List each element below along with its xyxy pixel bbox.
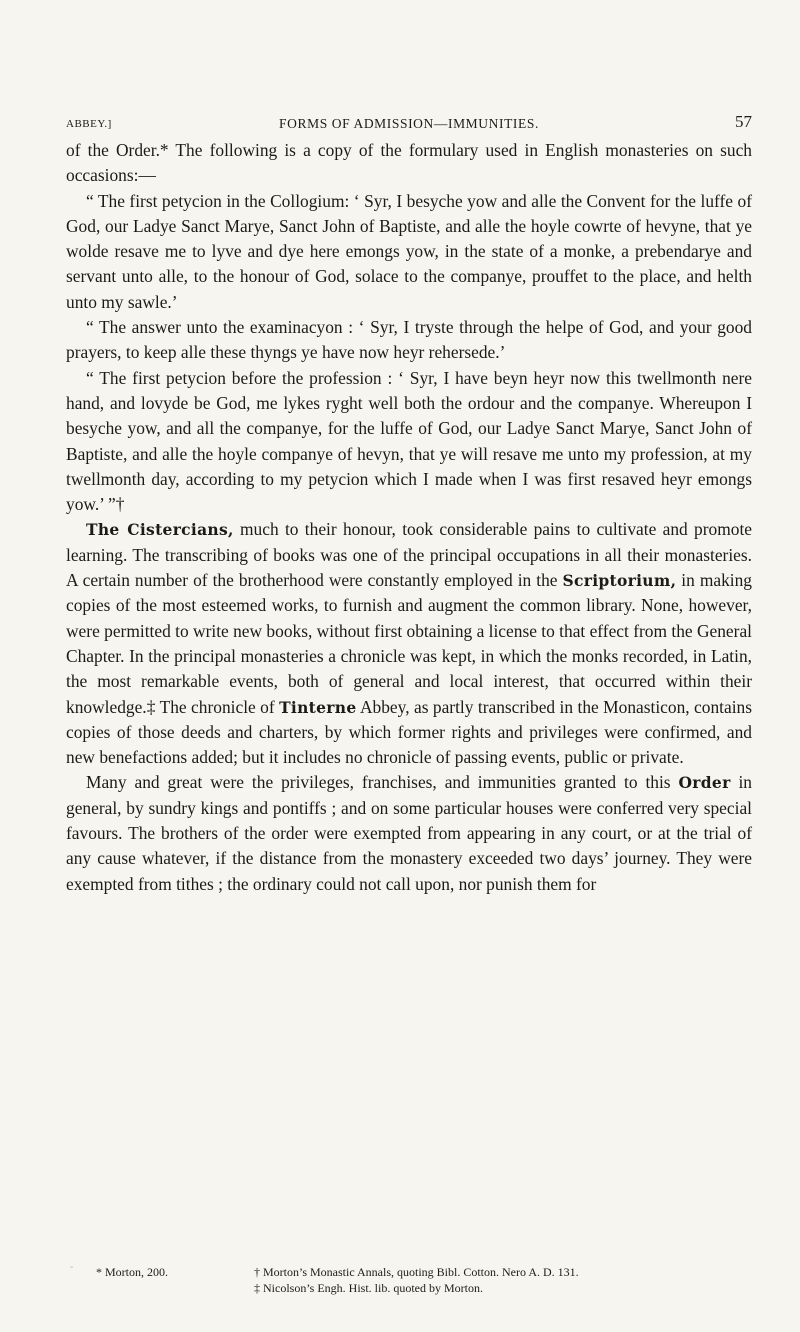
footnote-row-1: [96, 1264, 776, 1280]
cistercians-text-2: in making copies of the most esteemed works, to furnish and augment the common library. None, however, were permitted to write new books, without first obtaining a license to that effect from the General Chapter. In the principal monasteries a chronicle was kept, in which the monks recorded, in Latin, the most remarkable events, both of general and local interest, that occurred within their knowledge.‡ The chronicle of: [66, 570, 752, 717]
footnote-double-dagger: ‡ Nicolson’s Engh. Hist. lib. quoted by Morton.: [254, 1281, 483, 1295]
blackletter-tinterne: Tinterne: [279, 697, 357, 717]
section-label: ABBEY.]: [66, 118, 112, 130]
paragraph-order-intro: of the Order.* The following is a copy of the formulary used in English monasteries on such occasions:—: [66, 140, 752, 186]
page-title: FORMS OF ADMISSION—IMMUNITIES.: [279, 116, 539, 131]
page-number: 57: [735, 112, 752, 131]
privileges-text-2: in general, by sundry kings and pontiffs ; and on some particular houses were conferred very special favours. The brothers of the order were exempted from appearing in any court, or at the trial of any cause whatever, if the distance from the monastery exceeded two days’ journey. They were exempted from tithes ; the ordinary could not call upon, nor punish them for: [66, 772, 752, 894]
running-header: [66, 112, 752, 136]
paragraph-answer: “ The answer unto the examinacyon : ‘ Syr, I tryste through the helpe of God, and your good prayers, to keep alle these thyngs ye have now heyr rehersede.’: [66, 317, 752, 363]
margin-mark: -: [70, 1262, 74, 1273]
paragraph-cistercians: [66, 517, 752, 770]
blackletter-scriptorium: Scriptorium,: [562, 571, 677, 591]
blackletter-order: Order: [678, 773, 731, 793]
paragraph-first-petition: “ The first petycion in the Collogium: ‘ Syr, I besyche yow and alle the Convent for the luffe of God, our Ladye Sanct Marye, Sanct John of Baptiste, and alle the hoyle cowrte of hevyne, that ye wolde resave me to lyve and dye here emongs yow, in the state of a monke, a prebendarye and servant unto alle, to the honour of God, solace to the companye, prouffet to the place, and helth unto my sawle.’: [66, 190, 752, 312]
cistercians-text-1: much to their honour, took considerable pains to cultivate and promote learning. The transcribing of books was one of the principal occupations in all their monasteries. A certain number of the brotherhood were constantly employed in the: [66, 519, 752, 591]
paragraph-profession-petition: “ The first petycion before the profession : ‘ Syr, I have beyn heyr now this twellmonth nere hand, and lovyde be God, me lykes ryght well both the ordour and the companye. Whereupon I besyche yow, and all the companye, for the luffe of God, our Ladye Sanct Marye, Sanct John of Baptiste, and alle the hoyle companye of hevyn, that ye will resave me unto my profession, at my twellmonth day, according to my petycion which I made when I was first resaved heyr emongs yow.’ ”†: [66, 367, 752, 515]
cistercians-text-3: Abbey, as partly transcribed in the Monasticon, contains copies of those deeds and charters, by which former rights and privileges were confirmed, and new benefactions added; but it includes no chronicle of passing events, public or private.: [66, 696, 752, 768]
paragraph-privileges: [66, 770, 752, 896]
footnote-row-2: [96, 1280, 776, 1296]
blackletter-cistercians: The Cistercians,: [86, 520, 234, 540]
footnote-dagger: † Morton’s Monastic Annals, quoting Bibl. Cotton. Nero A. D. 131.: [254, 1265, 579, 1279]
body-text: [66, 138, 752, 897]
footnotes: [96, 1264, 776, 1296]
privileges-text-1: Many and great were the privileges, franchises, and immunities granted to this: [86, 772, 679, 793]
footnote-star: * Morton, 200.: [96, 1265, 168, 1279]
